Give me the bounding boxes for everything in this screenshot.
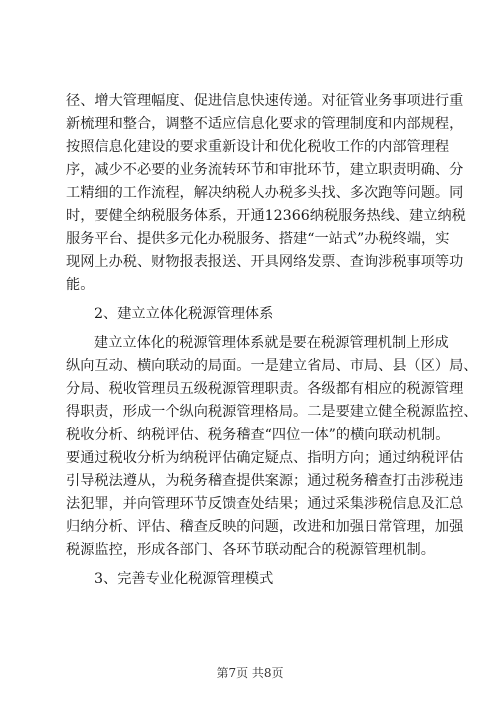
paragraph-2	[66, 332, 478, 562]
text-line: 工精细的工作流程，解决纳税人办税多头找、多次跑等问题。同	[66, 185, 464, 201]
document-body	[66, 90, 478, 591]
page-number: 第7页 共8页	[216, 666, 284, 680]
text-line: 法犯罪，并向管理环节反馈查处结果；通过采集涉税信息及汇总	[66, 496, 464, 512]
page-footer	[0, 664, 500, 681]
text-line: 新梳理和整合，调整不适应信息化要求的管理制度和内部规程，	[66, 116, 464, 132]
paragraph-1	[66, 90, 466, 297]
text-line: 税收分析、纳税评估、税务稽查“四位一体”的横向联动机制。	[66, 427, 450, 443]
text-line: 归纳分析、评估、稽查反映的问题，改进和加强日常管理，加强	[66, 519, 464, 535]
text-line: 纵向互动、横向联动的局面。一是建立省局、市局、县（区）局、	[66, 358, 478, 374]
section-heading-2: 2、建立立体化税源管理体系	[94, 306, 274, 322]
text-line: 得职责，形成一个纵向税源管理格局。二是要建立健全税源监控、	[66, 404, 478, 420]
text-line: 现网上办税、财物报表报送、开具网络发票、查询涉税事项等功	[66, 254, 464, 270]
text-line: 建立立体化的税源管理体系就是要在税源管理机制上形成	[94, 335, 449, 351]
text-line: 服务平台、提供多元化办税服务、搭建“一站式”办税终端，实	[66, 231, 450, 247]
text-line: 径、增大管理幅度、促进信息快速传递。对征管业务事项进行重	[66, 93, 464, 109]
text-line: 税源监控，形成各部门、各环节联动配合的税源管理机制。	[66, 542, 435, 558]
text-line: 能。	[66, 277, 95, 293]
text-line: 分局、税收管理员五级税源管理职责。各级都有相应的税源管理	[66, 381, 464, 397]
text-line: 序，减少不必要的业务流转环节和审批环节，建立职责明确、分	[66, 162, 464, 178]
text-line: 时，要健全纳税服务体系，开通12366纳税服务热线、建立纳税	[66, 208, 466, 224]
text-line: 要通过税收分析为纳税评估确定疑点、指明方向；通过纳税评估	[66, 450, 464, 466]
text-line: 引导税法遵从，为税务稽查提供案源；通过税务稽查打击涉税违	[66, 473, 464, 489]
section-heading-3: 3、完善专业化税源管理模式	[94, 571, 274, 587]
text-line: 按照信息化建设的要求重新设计和优化税收工作的内部管理程	[66, 139, 450, 155]
